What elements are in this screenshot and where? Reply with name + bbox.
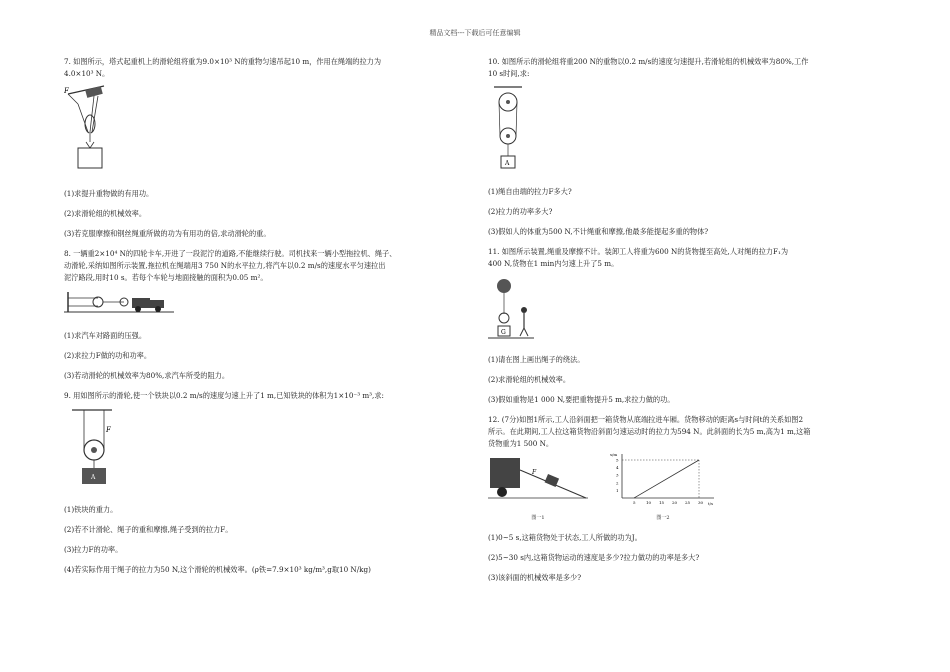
q10-text2: 10 s时间,求: — [488, 69, 530, 78]
q7-force-label: F — [64, 87, 69, 95]
q12-x-tick: 30 — [698, 500, 704, 505]
q9-pulley-figure — [64, 406, 124, 492]
q11-part2: (2)求滑轮组的机械效率。 — [488, 375, 571, 384]
q12-y-tick: 2 — [616, 480, 619, 486]
q8-part3: (3)若动滑轮的机械效率为80%,求汽车所受的阻力。 — [64, 371, 230, 380]
q12-text2: 所示。在此期间,工人拉这箱货物沿斜面匀速运动时的拉力为594 N。此斜面的长为5 m,高为1 m,这箱 — [488, 427, 811, 436]
q10-pulley-figure — [488, 84, 528, 174]
q12-y-tick: 1 — [616, 487, 619, 493]
q8-text3: 泥泞路段,用时10 s。若每个车轮与地面接触的面积为0.05 m²。 — [64, 273, 268, 282]
q10-block-label: A — [505, 160, 510, 167]
q8-part2: (2)求拉力F做的功和功率。 — [64, 351, 152, 360]
q9-part2: (2)若不计滑轮、绳子的重和摩擦,绳子受到的拉力F。 — [64, 525, 233, 534]
q8-text2: 动滑轮,采纳如图所示装置,拖拉机在绳端用3 750 N的水平拉力,将汽车以0.2 m/s的速度水平匀速拉出 — [64, 261, 386, 270]
q12-force-label: F — [532, 469, 537, 476]
q7-part1: (1)求提升重物做的有用功。 — [64, 189, 154, 198]
q12-x-tick: 25 — [685, 500, 691, 505]
q10-part1: (1)绳自由端的拉力F多大? — [488, 187, 572, 196]
q12-fig1 — [488, 450, 588, 524]
q12-figures — [488, 450, 898, 524]
q12-text: 12. (7分)如图1所示,工人沿斜面把一箱货物从底端拉进车厢。货物移动的距离s与时间t的关系如图2 — [488, 415, 804, 424]
q7-crane-figure — [64, 84, 124, 176]
q12-y-tick: 5 — [616, 457, 619, 463]
q12-st-graph — [608, 450, 718, 508]
q12-x-tick: 5 — [633, 500, 636, 505]
q12-y-tick: 3 — [616, 472, 619, 478]
left-column — [64, 56, 484, 576]
q8-truck-figure — [64, 288, 174, 318]
right-column — [488, 56, 898, 584]
q10-part2: (2)拉力的功率多大? — [488, 207, 553, 216]
q12-part2: (2)5~30 s内,这箱货物运动的速度是多少?拉力做功的功率是多大? — [488, 553, 700, 562]
q7-part2: (2)求滑轮组的机械效率。 — [64, 209, 147, 218]
page-header: 精品文档---下载后可任意编辑 — [429, 29, 521, 37]
q11-block-label: G — [501, 329, 506, 336]
q12-fig2 — [608, 450, 718, 524]
q11-part1: (1)请在图上画出绳子的绕法。 — [488, 355, 585, 364]
q12-fig2-caption: 图一2 — [656, 515, 670, 521]
q12-x-tick: 10 — [646, 500, 652, 505]
q12-graph-line — [634, 460, 699, 498]
q12-y-tick: 4 — [616, 465, 619, 471]
q9-text: 9. 用如图所示的滑轮,使一个铁块以0.2 m/s的速度匀速上升了1 m,已知铁块的体积为1×10⁻³ m³,求: — [64, 391, 384, 400]
q10-text: 10. 如图所示的滑轮组将重200 N的重物以0.2 m/s的速度匀速提升,若滑轮组的机械效率为80%,工作 — [488, 57, 809, 66]
q11-text2: 400 N,货物在1 min内匀速上升了5 m。 — [488, 259, 619, 268]
q12-x-tick: 20 — [672, 500, 678, 505]
q7-text: 7. 如图所示，塔式起重机上的滑轮组将重为9.0×10³ N的重物匀速吊起10 m，作用在绳端的拉力为 — [64, 57, 382, 66]
q12-ramp-figure — [488, 450, 588, 508]
q11-text: 11. 如图所示装置,绳重及摩擦不计。装卸工人将重为600 N的货物提至高处,人对绳的拉力F₁为 — [488, 247, 789, 256]
q12-y-label: s/m — [610, 452, 618, 457]
q12-x-tick: 15 — [659, 500, 665, 505]
q12-fig1-caption: 图一1 — [531, 515, 545, 521]
q9-force-label: F — [106, 426, 111, 434]
q12-x-label: t/s — [708, 501, 714, 506]
q12-part1: (1)0~5 s,这箱货物处于状态,工人所做的功为J。 — [488, 533, 642, 542]
q12-text3: 货物重为1 500 N。 — [488, 439, 554, 448]
q9-part1: (1)铁块的重力。 — [64, 505, 118, 514]
q11-pulley-figure — [488, 274, 534, 342]
q8-part1: (1)求汽车对路面的压强。 — [64, 331, 147, 340]
q8-text: 8. 一辆重2×10⁴ N的四轮卡车,开进了一段泥泞的道路,不能继续行驶。司机找来一辆小型拖拉机、绳子、 — [64, 249, 397, 258]
q7-text2: 4.0×10³ N。 — [64, 69, 110, 78]
q12-part3: (3)该斜面的机械效率是多少? — [488, 573, 582, 582]
q9-part4: (4)若实际作用于绳子的拉力为50 N,这个滑轮的机械效率。(ρ铁=7.9×10³ kg/m³,g取10 N/kg) — [64, 565, 371, 574]
q11-part3: (3)假如重物是1 000 N,要把重物提升5 m,求拉力做的功。 — [488, 395, 675, 404]
q7-part3: (3)若克服摩擦和钢丝绳重所做的功为有用功的倍,求动滑轮的重。 — [64, 229, 271, 238]
q9-part3: (3)拉力F的功率。 — [64, 545, 123, 554]
q10-part3: (3)假如人的体重为500 N,不计绳重和摩擦,他最多能提起多重的物体? — [488, 227, 709, 236]
q9-block-label: A — [91, 474, 96, 481]
